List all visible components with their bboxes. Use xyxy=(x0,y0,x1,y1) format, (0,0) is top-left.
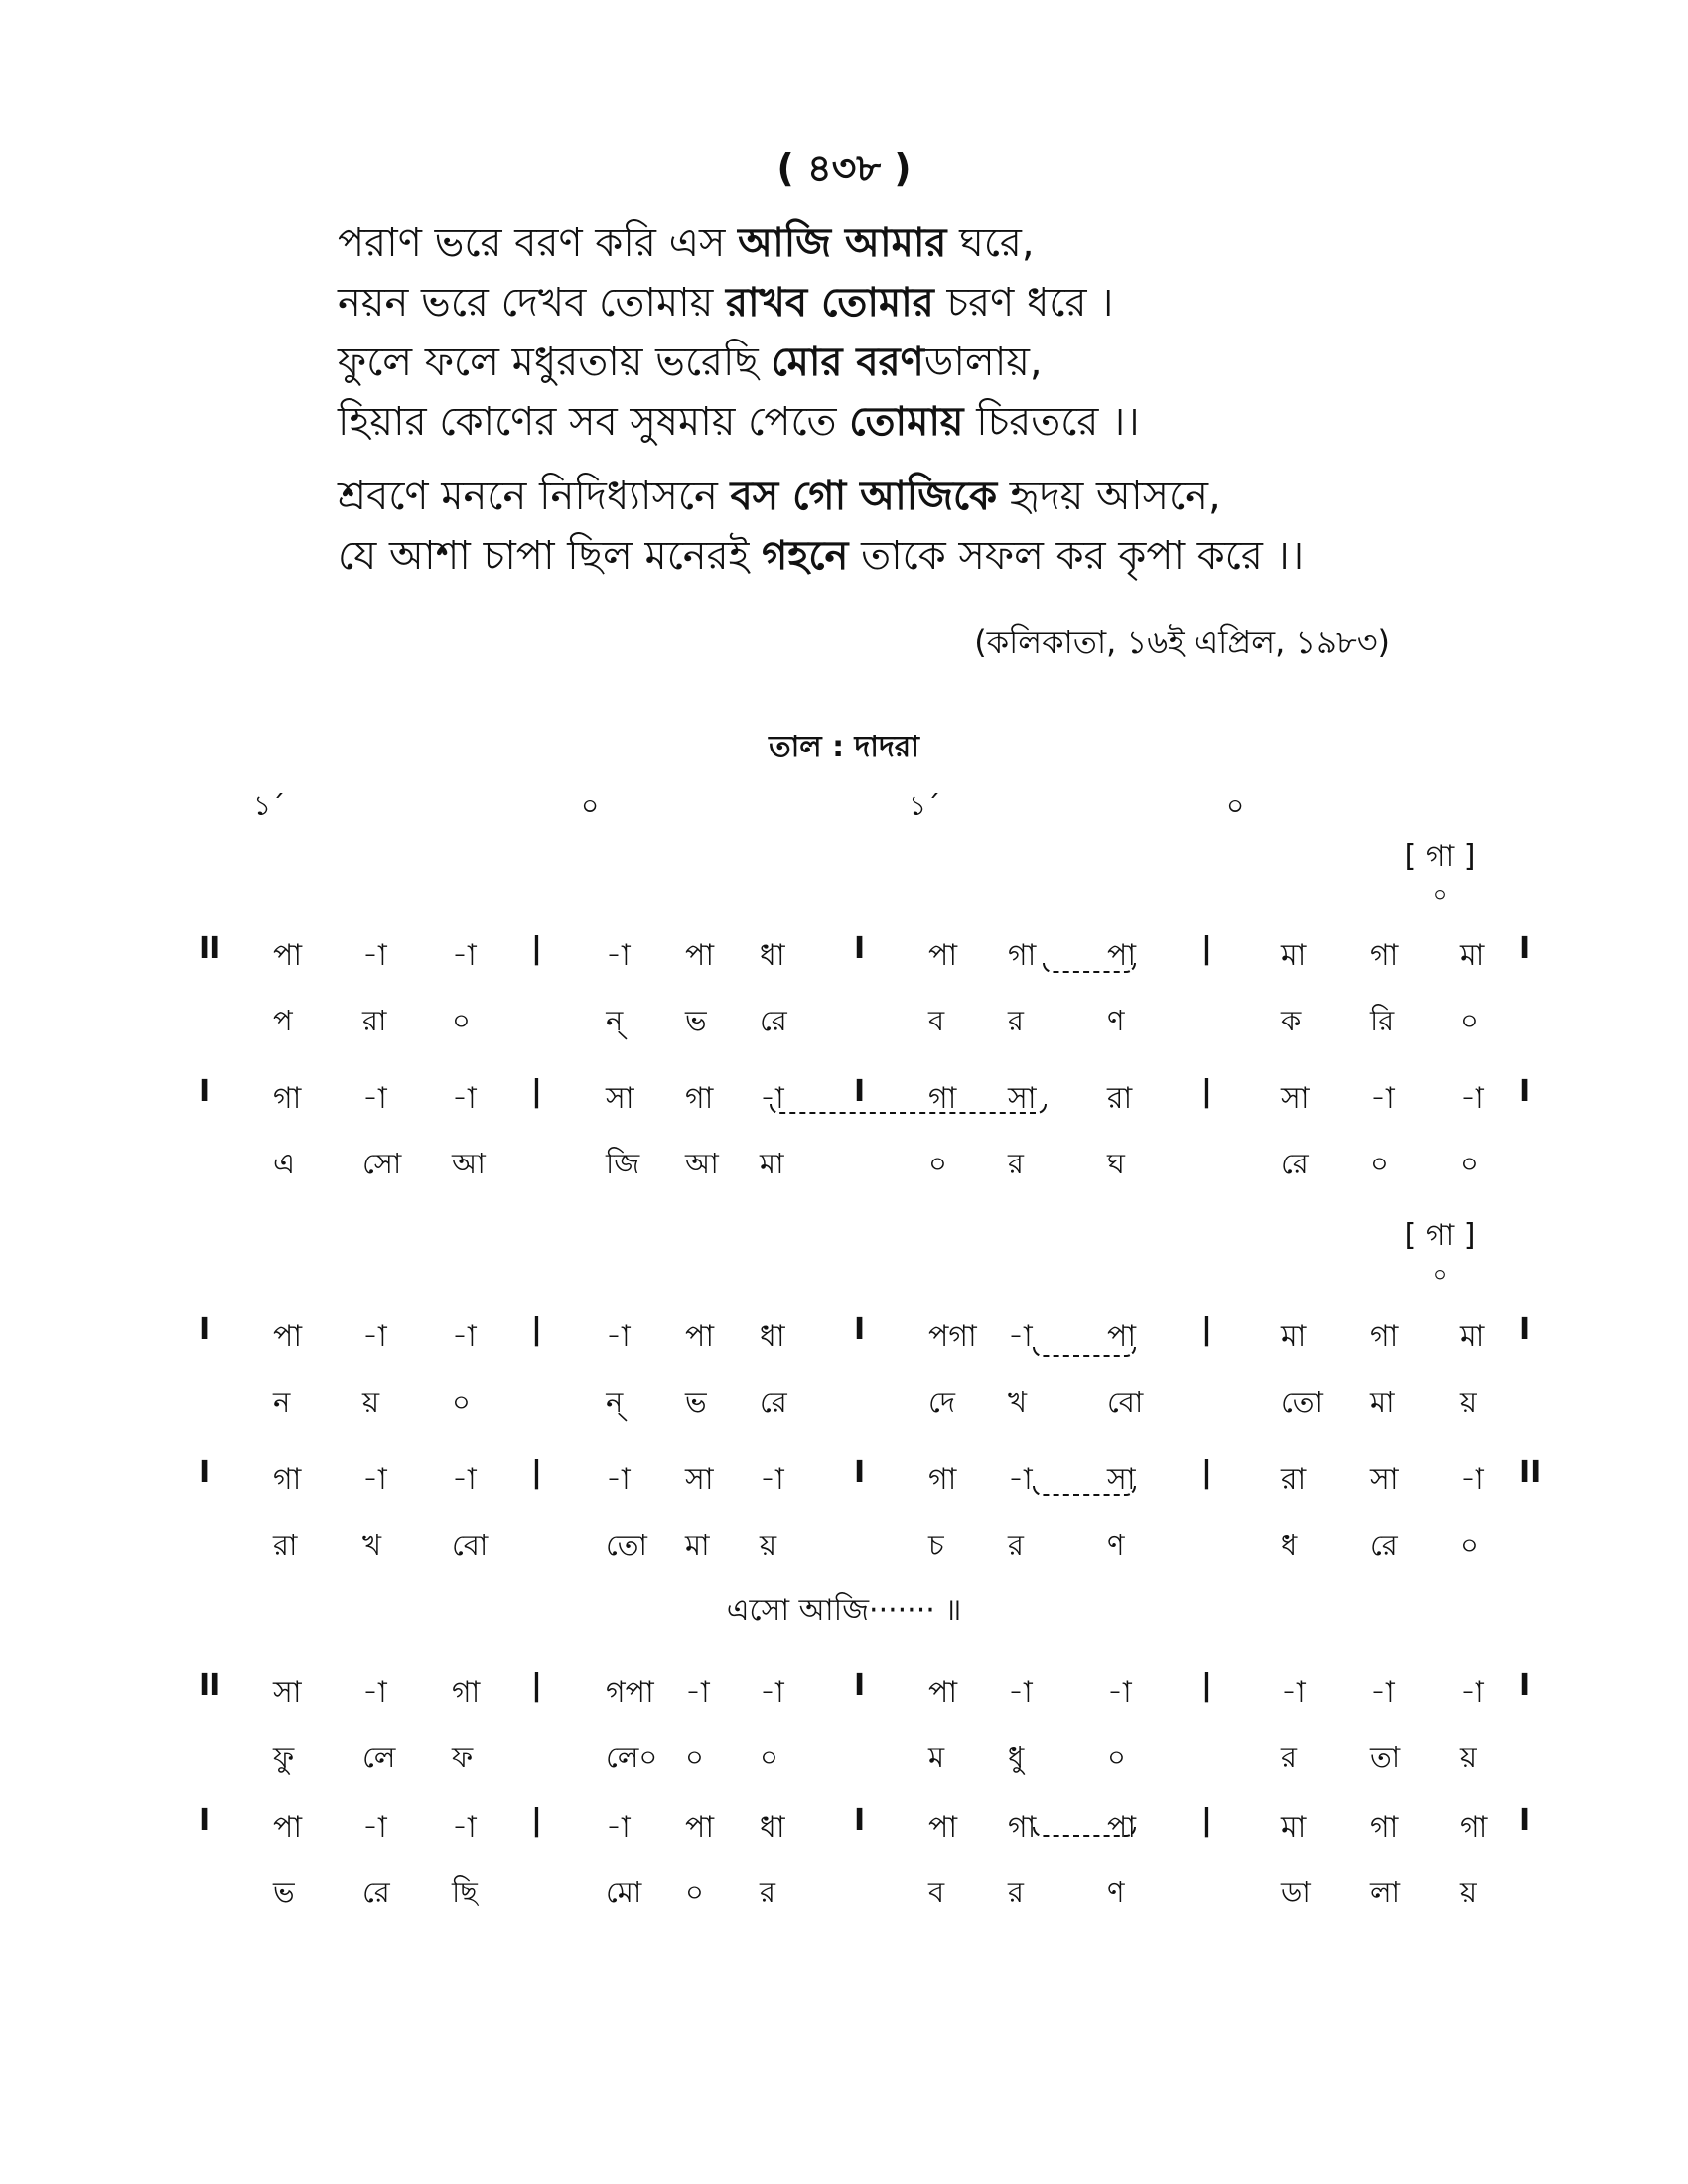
syllable-cell: র xyxy=(760,1875,775,1909)
syllable-cell: এ xyxy=(273,1147,296,1180)
lyric-line: হিয়ার কোণের সব সুষমায় পেতে তোমায় চিরতরে ।। xyxy=(338,399,1140,445)
syllable-cell: তা xyxy=(1370,1740,1401,1774)
taal-heading: তাল : দাদরা xyxy=(769,730,919,764)
note-cell: গা xyxy=(452,1675,481,1709)
refrain-cue: এসো আজি······· ॥ xyxy=(726,1593,962,1628)
bar-line: | xyxy=(1201,1074,1212,1109)
slur-mark xyxy=(1033,1347,1136,1357)
note-cell: -া xyxy=(362,1462,387,1497)
bar-line: I xyxy=(1519,1074,1531,1109)
note-cell: পা xyxy=(273,938,303,973)
syllable-cell: বো xyxy=(1107,1385,1144,1419)
note-cell: গা xyxy=(273,1462,302,1497)
note-cell: সা xyxy=(273,1675,302,1709)
note-cell: সা xyxy=(1370,1462,1399,1497)
bar-line: | xyxy=(1201,1668,1212,1703)
syllable-cell: ণ xyxy=(1107,1875,1125,1909)
note-cell: সা xyxy=(1008,1081,1037,1116)
beat-marker: ১´ xyxy=(909,789,941,822)
syllable-cell: ব xyxy=(928,1004,945,1037)
page-number: ( ৪৩৮ ) xyxy=(776,146,912,190)
lyrics-row xyxy=(0,1380,1688,1428)
syllable-cell: ধু xyxy=(1008,1740,1025,1774)
note-cell: পা xyxy=(685,938,715,973)
syllable-cell: বো xyxy=(452,1528,489,1562)
syllable-cell: তো xyxy=(1281,1385,1323,1419)
note-cell: -া xyxy=(362,938,387,973)
note-cell: গা xyxy=(1370,938,1399,973)
syllable-cell: সো xyxy=(362,1147,402,1180)
note-cell: পগা xyxy=(928,1319,977,1354)
note-cell: -া xyxy=(362,1675,387,1709)
syllable-cell: র xyxy=(1008,1004,1024,1037)
slur-mark xyxy=(770,1104,1047,1114)
slur-mark xyxy=(1043,963,1136,973)
note-cell: -া xyxy=(606,1810,631,1844)
note-cell: ধা xyxy=(760,1319,785,1354)
note-cell: -া xyxy=(1008,1675,1033,1709)
syllable-cell: ম xyxy=(928,1740,945,1774)
bar-line: I xyxy=(1519,931,1531,966)
bar-line: I xyxy=(854,1312,866,1347)
bar-line: | xyxy=(531,1803,542,1838)
place-date: (কলিকাতা, ১৬ই এপ্রিল, ১৯৮৩) xyxy=(974,623,1390,661)
syllable-cell: র xyxy=(1281,1740,1297,1774)
note-cell: -া xyxy=(1281,1675,1306,1709)
note-cell: -া xyxy=(1460,1462,1484,1497)
syllable-cell: র xyxy=(1008,1528,1024,1562)
syllable-cell: রে xyxy=(1281,1147,1309,1180)
lyric-line: নয়ন ভরে দেখব তোমায় রাখব তোমার চরণ ধরে । xyxy=(338,280,1114,326)
syllable-cell: ফু xyxy=(273,1740,295,1774)
note-cell: -া xyxy=(1008,1462,1033,1497)
syllable-cell: আ xyxy=(685,1147,719,1180)
syllable-cell: চ xyxy=(928,1528,944,1562)
note-cell: গপা xyxy=(606,1675,654,1709)
lyric-line: ফুলে ফলে মধুরতায় ভরেছি মোর বরণডালায়, xyxy=(338,340,1043,385)
syllable-cell: ০ xyxy=(1107,1740,1126,1774)
bar-line: | xyxy=(1201,1803,1212,1838)
bar-line: II xyxy=(199,1668,221,1703)
bar-line: | xyxy=(531,1074,542,1109)
syllable-cell: র xyxy=(1008,1147,1024,1180)
bar-line: I xyxy=(854,1074,866,1109)
notes-row xyxy=(0,1455,1688,1503)
syllable-cell: খ xyxy=(1008,1385,1028,1419)
syllable-cell: ফ xyxy=(452,1740,474,1774)
syllable-cell: রে xyxy=(1370,1528,1398,1562)
syllable-cell: ন্ xyxy=(606,1385,624,1419)
notes-row xyxy=(0,1803,1688,1850)
syllable-cell: ণ xyxy=(1107,1528,1125,1562)
syllable-cell: লে xyxy=(362,1740,396,1774)
syllable-cell: ০ xyxy=(685,1740,704,1774)
syllable-cell: ০ xyxy=(928,1147,947,1180)
syllable-cell: ০ xyxy=(452,1004,471,1037)
syllable-cell: ভ xyxy=(685,1004,707,1037)
bar-line: I xyxy=(1519,1803,1531,1838)
note-cell: মা xyxy=(1281,1319,1307,1354)
lyric-line: পরাণ ভরে বরণ করি এস আজি আমার ঘরে, xyxy=(338,220,1035,266)
bar-line: I xyxy=(854,931,866,966)
syllable-cell: ডা xyxy=(1281,1875,1311,1909)
bar-line: I xyxy=(854,1668,866,1703)
note-cell: গা xyxy=(928,1462,957,1497)
syllable-cell: ০ xyxy=(1370,1147,1389,1180)
syllable-cell: ০ xyxy=(760,1740,778,1774)
note-cell: রা xyxy=(1281,1462,1307,1497)
note-cell: -া xyxy=(1460,1675,1484,1709)
lyrics-row xyxy=(0,1870,1688,1918)
bar-line: | xyxy=(531,1455,542,1490)
note-cell: -া xyxy=(760,1462,784,1497)
note-cell: গা xyxy=(1008,938,1037,973)
syllable-cell: রে xyxy=(760,1385,787,1419)
note-cell: -া xyxy=(1008,1319,1033,1354)
syllable-cell: ছি xyxy=(452,1875,478,1909)
syllable-cell: লা xyxy=(1370,1875,1401,1909)
lyric-line: যে আশা চাপা ছিল মনেরই গহনে তাকে সফল কর কৃপা করে ।। xyxy=(338,533,1305,579)
notes-row xyxy=(0,931,1688,979)
notes-row xyxy=(0,1668,1688,1715)
syllable-cell: রি xyxy=(1370,1004,1395,1037)
syllable-cell: ঘ xyxy=(1107,1147,1125,1180)
note-cell: -া xyxy=(685,1675,710,1709)
note-cell: গা xyxy=(1370,1810,1399,1844)
note-cell: সা xyxy=(1107,1462,1136,1497)
syllable-cell: জি xyxy=(606,1147,640,1180)
lyric-line: শ্রবণে মননে নিদিধ্যাসনে বস গো আজিকে হৃদয় আসনে, xyxy=(338,474,1221,519)
note-cell: পা xyxy=(928,938,958,973)
syllable-cell: মা xyxy=(1370,1385,1395,1419)
note-cell: পা xyxy=(1107,1319,1137,1354)
bar-line: II xyxy=(1519,1455,1542,1490)
note-cell: -া xyxy=(452,938,477,973)
note-cell: -া xyxy=(606,1462,631,1497)
syllable-cell: ০ xyxy=(685,1875,704,1909)
note-cell: সা xyxy=(685,1462,714,1497)
syllable-cell: ০ xyxy=(1460,1004,1478,1037)
lyrics-row xyxy=(0,1735,1688,1783)
slur-mark xyxy=(1033,1827,1136,1837)
syllable-cell: রে xyxy=(760,1004,787,1037)
lyrics-row xyxy=(0,999,1688,1046)
note-cell: পা xyxy=(685,1810,715,1844)
syllable-cell: ব xyxy=(928,1875,945,1909)
note-cell: -া xyxy=(362,1081,387,1116)
note-cell: -া xyxy=(362,1810,387,1844)
grace-note-label: [ গা ] xyxy=(1404,1218,1476,1253)
syllable-cell: ভ xyxy=(685,1385,707,1419)
syllable-cell: য় xyxy=(1460,1875,1477,1909)
syllable-cell: প xyxy=(273,1004,293,1037)
syllable-cell: য় xyxy=(362,1385,380,1419)
note-cell: পা xyxy=(928,1810,958,1844)
note-cell: সা xyxy=(606,1081,634,1116)
bar-line: I xyxy=(199,1312,211,1347)
bar-line: | xyxy=(531,931,542,966)
note-cell: পা xyxy=(1107,1810,1137,1844)
beat-marker: ১´ xyxy=(253,789,286,822)
beat-marker: ০ xyxy=(581,789,600,822)
bar-line: I xyxy=(199,1074,211,1109)
syllable-cell: য় xyxy=(1460,1740,1477,1774)
bar-line: | xyxy=(531,1312,542,1347)
syllable-cell: ০ xyxy=(1460,1147,1478,1180)
note-cell: -া xyxy=(606,938,631,973)
note-cell: গা xyxy=(1370,1319,1399,1354)
notes-row xyxy=(0,1312,1688,1360)
beat-marker: ০ xyxy=(1226,789,1245,822)
bar-line: II xyxy=(199,931,221,966)
notes-row xyxy=(0,1074,1688,1122)
syllable-cell: তো xyxy=(606,1528,647,1562)
syllable-cell: আ xyxy=(452,1147,486,1180)
grace-note xyxy=(1400,1211,1479,1290)
note-cell: গা xyxy=(1460,1810,1488,1844)
note-cell: গা xyxy=(685,1081,714,1116)
syllable-cell: মো xyxy=(606,1875,642,1909)
note-cell: মা xyxy=(1460,938,1485,973)
note-cell: -া xyxy=(452,1081,477,1116)
syllable-cell: দে xyxy=(928,1385,956,1419)
bar-line: | xyxy=(1201,1312,1212,1347)
bar-line: I xyxy=(854,1455,866,1490)
grace-note-label: [ গা ] xyxy=(1404,839,1476,874)
note-cell: মা xyxy=(1281,938,1307,973)
bar-line: I xyxy=(199,1803,211,1838)
note-cell: ধা xyxy=(760,1810,785,1844)
slur-mark xyxy=(1033,1486,1136,1496)
note-cell: -া xyxy=(452,1462,477,1497)
note-cell: -া xyxy=(362,1319,387,1354)
syllable-cell: মা xyxy=(760,1147,784,1180)
lyrics-stanza-2 xyxy=(338,467,1569,586)
syllable-cell: খ xyxy=(362,1528,382,1562)
syllable-cell: ণ xyxy=(1107,1004,1125,1037)
syllable-cell: ন xyxy=(273,1385,291,1419)
beat-markers xyxy=(0,784,1688,824)
syllable-cell: র xyxy=(1008,1875,1024,1909)
note-cell: মা xyxy=(1281,1810,1307,1844)
note-cell: পা xyxy=(273,1319,303,1354)
syllable-cell: রে xyxy=(362,1875,390,1909)
bar-line: | xyxy=(531,1668,542,1703)
note-cell: -া xyxy=(1370,1675,1395,1709)
bar-line: | xyxy=(1201,1455,1212,1490)
note-cell: -া xyxy=(760,1675,784,1709)
syllable-cell: য় xyxy=(760,1528,777,1562)
note-cell: পা xyxy=(1107,938,1137,973)
note-cell: পা xyxy=(928,1675,958,1709)
note-cell: গা xyxy=(1008,1810,1037,1844)
syllable-cell: ০ xyxy=(1460,1528,1478,1562)
syllable-cell: লে০ xyxy=(606,1740,658,1774)
bar-line: I xyxy=(854,1803,866,1838)
note-cell: গা xyxy=(928,1081,957,1116)
bar-line: I xyxy=(199,1455,211,1490)
note-cell: -া xyxy=(452,1810,477,1844)
grace-note-zero: ০ xyxy=(1432,884,1448,908)
syllable-cell: ধ xyxy=(1281,1528,1298,1562)
lyrics-row xyxy=(0,1142,1688,1189)
bar-line: | xyxy=(1201,931,1212,966)
syllable-cell: মা xyxy=(685,1528,710,1562)
note-cell: গা xyxy=(273,1081,302,1116)
bar-line: I xyxy=(1519,1668,1531,1703)
note-cell: পা xyxy=(273,1810,303,1844)
note-cell: -া xyxy=(606,1319,631,1354)
note-cell: মা xyxy=(1460,1319,1485,1354)
lyrics-row xyxy=(0,1523,1688,1570)
syllable-cell: রা xyxy=(273,1528,298,1562)
syllable-cell: ক xyxy=(1281,1004,1302,1037)
note-cell: রা xyxy=(1107,1081,1133,1116)
grace-note xyxy=(1400,832,1479,910)
syllable-cell: ন্ xyxy=(606,1004,624,1037)
note-cell: -া xyxy=(1107,1675,1132,1709)
note-cell: -া xyxy=(760,1081,784,1116)
syllable-cell: ০ xyxy=(452,1385,471,1419)
lyrics-stanza-1 xyxy=(338,213,1569,452)
syllable-cell: য় xyxy=(1460,1385,1477,1419)
note-cell: ধা xyxy=(760,938,785,973)
note-cell: পা xyxy=(685,1319,715,1354)
note-cell: সা xyxy=(1281,1081,1310,1116)
bar-line: I xyxy=(1519,1312,1531,1347)
syllable-cell: রা xyxy=(362,1004,387,1037)
syllable-cell: ভ xyxy=(273,1875,295,1909)
note-cell: -া xyxy=(1370,1081,1395,1116)
note-cell: -া xyxy=(452,1319,477,1354)
grace-note-zero: ০ xyxy=(1432,1263,1448,1288)
note-cell: -া xyxy=(1460,1081,1484,1116)
